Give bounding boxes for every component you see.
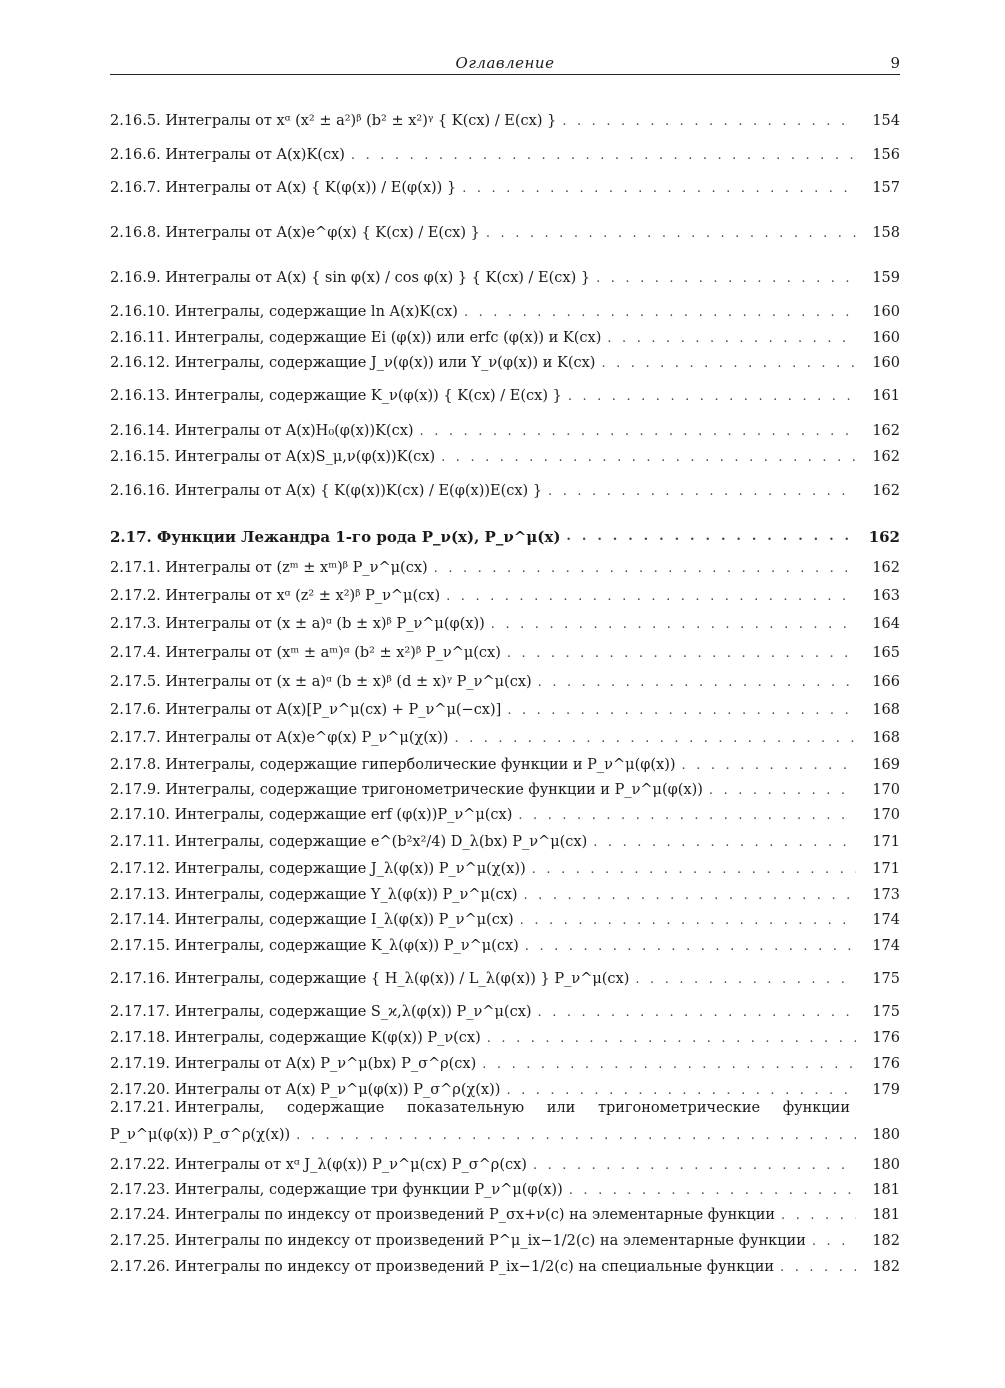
toc-entry-page: 171 — [872, 861, 900, 877]
toc-entry-page: 168 — [872, 702, 900, 718]
toc-entry[interactable] — [110, 783, 900, 799]
toc-entry-label: 2.17.26. Интегралы по индексу от произведений P_ix−1/2(c) на специальные функции — [110, 1259, 775, 1275]
toc-entry[interactable] — [110, 675, 900, 691]
dot-leader — [441, 451, 856, 465]
toc-entry[interactable] — [110, 1234, 900, 1250]
dot-leader — [525, 940, 856, 954]
toc-entry-page: 173 — [872, 887, 900, 903]
running-title: Оглавление — [455, 54, 555, 72]
toc-entry-page: 171 — [872, 834, 900, 850]
toc-entry-label: 2.16.15. Интегралы от A(x)S_μ,ν(φ(x))K(cx) — [110, 449, 436, 465]
toc-entry[interactable] — [110, 1158, 900, 1174]
toc-entry-page: 176 — [872, 1030, 900, 1046]
toc-entry-page: 163 — [872, 588, 900, 604]
toc-entry-label: 2.17.16. Интегралы, содержащие { H_λ(φ(x)) / L_λ(φ(x)) } P_ν^μ(cx) — [110, 971, 630, 987]
dot-leader — [601, 357, 856, 371]
toc-entry-label: 2.16.9. Интегралы от A(x) { sin φ(x) / cos φ(x) } { K(cx) / E(cx) } — [110, 270, 591, 286]
toc-entry-page: 160 — [872, 355, 900, 371]
toc-entry-page: 170 — [872, 807, 900, 823]
running-header — [110, 48, 900, 75]
toc-entry[interactable] — [110, 484, 900, 500]
toc-entry-page: 162 — [872, 483, 900, 499]
toc-entry-page: 181 — [872, 1207, 900, 1223]
toc-entry-word: содержащие — [287, 1100, 385, 1116]
toc-entry-label: 2.17.9. Интегралы, содержащие тригонометрические функции и P_ν^μ(φ(x)) — [110, 782, 703, 798]
toc-entry[interactable] — [110, 1031, 900, 1047]
toc-entry-page: 168 — [872, 730, 900, 746]
toc-entry[interactable] — [110, 271, 900, 287]
dot-leader — [462, 182, 856, 196]
toc-entry-page: 158 — [872, 225, 900, 241]
toc-entry-label: 2.16.8. Интегралы от A(x)e^φ(x) { K(cx) / E(cx) } — [110, 225, 480, 241]
dot-leader — [454, 732, 856, 746]
toc-entry[interactable] — [110, 731, 900, 747]
toc-entry[interactable] — [110, 1083, 900, 1099]
toc-entry-label: 2.17.6. Интегралы от A(x)[P_ν^μ(cx) + P_ν^μ(−cx)] — [110, 702, 502, 718]
toc-page — [110, 48, 900, 1275]
toc-entry-label: 2.17.10. Интегралы, содержащие erf (φ(x))P_ν^μ(cx) — [110, 807, 513, 823]
dot-leader — [518, 809, 856, 823]
dot-leader — [635, 973, 856, 987]
toc-entry[interactable] — [110, 424, 900, 440]
toc-entry-page: 176 — [872, 1056, 900, 1072]
toc-entry-page: 159 — [872, 270, 900, 286]
toc-entry[interactable] — [110, 1260, 900, 1276]
toc-entry[interactable] — [110, 888, 900, 904]
toc-entry-page: 156 — [872, 147, 900, 163]
dot-leader — [487, 1032, 856, 1046]
toc-entry[interactable] — [110, 181, 900, 197]
dot-leader — [446, 590, 856, 604]
toc-entry-page: 157 — [872, 180, 900, 196]
toc-entry-label: 2.17. Функции Лежандра 1-го рода P_ν(x), P_ν^μ(x) — [110, 528, 561, 546]
dot-leader — [812, 1235, 856, 1249]
dot-leader — [482, 1058, 856, 1072]
toc-entry-word: тригонометрические — [597, 1100, 761, 1116]
toc-entry-label: 2.16.10. Интегралы, содержащие ln A(x)K(cx) — [110, 304, 458, 320]
toc-entry[interactable] — [110, 1183, 900, 1199]
toc-entry-label: 2.17.3. Интегралы от (x ± a)ᵅ (b ± x)ᵝ P_ν^μ(φ(x)) — [110, 616, 485, 632]
toc-entry[interactable] — [110, 913, 900, 929]
dot-leader — [781, 1209, 856, 1223]
toc-entry-page: 180 — [872, 1127, 900, 1143]
toc-entry[interactable] — [110, 561, 900, 577]
toc-entry-label: 2.17.7. Интегралы от A(x)e^φ(x) P_ν^μ(χ(x)) — [110, 730, 449, 746]
dot-leader — [507, 647, 856, 661]
dot-leader — [296, 1129, 856, 1143]
toc-entry-label: 2.17.20. Интегралы от A(x) P_ν^μ(φ(x)) P_σ^ρ(χ(x)) — [110, 1082, 501, 1098]
dot-leader — [538, 1006, 856, 1020]
toc-entry-label: 2.16.16. Интегралы от A(x) { K(φ(x))K(cx) / E(φ(x))E(cx) } — [110, 483, 543, 499]
dot-leader — [434, 562, 856, 576]
toc-entry-label: 2.17.4. Интегралы от (xᵐ ± aᵐ)ᵅ (b² ± x²)ᵝ P_ν^μ(cx) — [110, 645, 501, 661]
toc-entry[interactable] — [110, 114, 900, 130]
toc-entry-label: 2.17.24. Интегралы по индексу от произведений P_σx+ν(c) на элементарные функции — [110, 1207, 776, 1223]
dot-leader — [682, 759, 856, 773]
toc-entry[interactable] — [110, 1005, 900, 1021]
toc-entry-label: 2.16.11. Интегралы, содержащие Ei (φ(x)) или erfc (φ(x)) и K(cx) — [110, 330, 602, 346]
toc-entry-label: 2.17.8. Интегралы, содержащие гиперболические функции и P_ν^μ(φ(x)) — [110, 757, 676, 773]
dot-leader — [532, 863, 856, 877]
toc-section-heading[interactable] — [110, 529, 900, 546]
toc-entry-page: 180 — [872, 1157, 900, 1173]
toc-entry-label: 2.17.2. Интегралы от xᵅ (z² ± x²)ᵝ P_ν^μ(cx) — [110, 588, 441, 604]
dot-leader — [491, 618, 856, 632]
dot-leader — [569, 1184, 856, 1198]
dot-leader — [596, 272, 856, 286]
toc-entry-label: 2.17.23. Интегралы, содержащие три функции P_ν^μ(φ(x)) — [110, 1182, 563, 1198]
toc-entry[interactable] — [110, 148, 900, 164]
toc-entry-word: 2.17.21. Интегралы, — [110, 1100, 265, 1116]
toc-entry-multiline-first-line[interactable] — [110, 1100, 900, 1116]
dot-leader — [566, 530, 856, 544]
toc-entry[interactable] — [110, 808, 900, 824]
dot-leader — [351, 149, 856, 163]
toc-entry-label: 2.16.14. Интегралы от A(x)H₀(φ(x))K(cx) — [110, 423, 414, 439]
dot-leader — [780, 1261, 856, 1275]
dot-leader — [507, 704, 856, 718]
toc-entry-label: 2.17.17. Интегралы, содержащие S_ϰ,λ(φ(x)) P_ν^μ(cx) — [110, 1004, 532, 1020]
toc-entry[interactable] — [110, 972, 900, 988]
toc-entry-label: 2.17.15. Интегралы, содержащие K_λ(φ(x)) P_ν^μ(cx) — [110, 938, 519, 954]
toc-entry[interactable] — [110, 862, 900, 878]
toc-entry-page: 166 — [872, 674, 900, 690]
toc-entry[interactable] — [110, 758, 900, 774]
toc-entry-label: 2.17.12. Интегралы, содержащие J_λ(φ(x)) P_ν^μ(χ(x)) — [110, 861, 526, 877]
header-page-number: 9 — [890, 54, 900, 72]
toc-entry-page: 182 — [872, 1233, 900, 1249]
toc-entry-page: 162 — [872, 423, 900, 439]
dot-leader — [607, 332, 856, 346]
toc-entry-page: 179 — [872, 1082, 900, 1098]
toc-entry[interactable] — [110, 646, 900, 662]
toc-entry-page: 160 — [872, 304, 900, 320]
toc-entry-label: 2.16.7. Интегралы от A(x) { K(φ(x)) / E(φ(x)) } — [110, 180, 457, 196]
toc-entry-page: 165 — [872, 645, 900, 661]
toc-entry-page: 182 — [872, 1259, 900, 1275]
toc-entry-label: 2.17.22. Интегралы от xᵅ J_λ(φ(x)) P_ν^μ(cx) P_σ^ρ(cx) — [110, 1157, 527, 1173]
toc-entry-label: 2.17.13. Интегралы, содержащие Y_λ(φ(x)) P_ν^μ(cx) — [110, 887, 518, 903]
toc-entry-page: 174 — [872, 912, 900, 928]
toc-entry-page: 162 — [868, 528, 900, 546]
toc-entry-word: или — [546, 1100, 576, 1116]
toc-entry-label: 2.17.1. Интегралы от (zᵐ ± xᵐ)ᵝ P_ν^μ(cx) — [110, 560, 428, 576]
toc-entry[interactable] — [110, 331, 900, 347]
toc-entry-page: 162 — [872, 560, 900, 576]
dot-leader — [709, 784, 856, 798]
dot-leader — [568, 390, 856, 404]
dot-leader — [506, 1084, 856, 1098]
toc-entry-page: 181 — [872, 1182, 900, 1198]
dot-leader — [524, 889, 856, 903]
toc-entry[interactable] — [110, 835, 900, 851]
toc-entry[interactable] — [110, 305, 900, 321]
toc-entry-label: 2.17.19. Интегралы от A(x) P_ν^μ(bx) P_σ^ρ(cx) — [110, 1056, 477, 1072]
toc-entry[interactable] — [110, 589, 900, 605]
toc-entry-label: 2.17.14. Интегралы, содержащие I_λ(φ(x)) P_ν^μ(cx) — [110, 912, 514, 928]
toc-entry-word: показательную — [406, 1100, 525, 1116]
toc-entry[interactable] — [110, 1208, 900, 1224]
toc-entry[interactable] — [110, 1128, 900, 1144]
toc-entry-word: функции — [782, 1100, 850, 1116]
toc-entry-page: 162 — [872, 449, 900, 465]
toc-entry-page: 154 — [872, 113, 900, 129]
toc-entry-label: 2.16.6. Интегралы от A(x)K(cx) — [110, 147, 345, 163]
toc-entry-label: 2.16.12. Интегралы, содержащие J_ν(φ(x)) или Y_ν(φ(x)) и K(cx) — [110, 355, 596, 371]
toc-entry-page: 174 — [872, 938, 900, 954]
dot-leader — [548, 485, 856, 499]
dot-leader — [538, 676, 856, 690]
toc-entry-page: 175 — [872, 971, 900, 987]
toc-entry-label: P_ν^μ(φ(x)) P_σ^ρ(χ(x)) — [110, 1127, 291, 1143]
dot-leader — [464, 306, 856, 320]
toc-entry-label: 2.16.13. Интегралы, содержащие K_ν(φ(x)) { K(cx) / E(cx) } — [110, 388, 562, 404]
toc-entry-page: 164 — [872, 616, 900, 632]
toc-entry[interactable] — [110, 617, 900, 633]
toc-entry[interactable] — [110, 450, 900, 466]
toc-entry-page: 161 — [872, 388, 900, 404]
toc-entry[interactable] — [110, 389, 900, 405]
toc-entry-label: 2.16.5. Интегралы от xᵅ (x² ± a²)ᵝ (b² ± x²)ᵞ { K(cx) / E(cx) } — [110, 113, 557, 129]
toc-entry[interactable] — [110, 939, 900, 955]
toc-entry-label: 2.17.18. Интегралы, содержащие K(φ(x)) P_ν(cx) — [110, 1030, 481, 1046]
toc-entry[interactable] — [110, 226, 900, 242]
toc-entry[interactable] — [110, 703, 900, 719]
dot-leader — [520, 914, 856, 928]
dot-leader — [486, 227, 856, 241]
toc-entry[interactable] — [110, 356, 900, 372]
toc-entry-page: 169 — [872, 757, 900, 773]
dot-leader — [420, 425, 856, 439]
toc-entry-page: 170 — [872, 782, 900, 798]
dot-leader — [593, 836, 856, 850]
dot-leader — [562, 115, 856, 129]
toc-entry-label: 2.17.25. Интегралы по индексу от произведений P^μ_ix−1/2(c) на элементарные функции — [110, 1233, 806, 1249]
toc-entry-label: 2.17.11. Интегралы, содержащие e^(b²x²/4) D_λ(bx) P_ν^μ(cx) — [110, 834, 588, 850]
toc-entry[interactable] — [110, 1057, 900, 1073]
toc-entry-label: 2.17.5. Интегралы от (x ± a)ᵅ (b ± x)ᵝ (d ± x)ᵞ P_ν^μ(cx) — [110, 674, 532, 690]
toc-entry-page: 160 — [872, 330, 900, 346]
dot-leader — [533, 1159, 856, 1173]
toc-entry-page: 175 — [872, 1004, 900, 1020]
